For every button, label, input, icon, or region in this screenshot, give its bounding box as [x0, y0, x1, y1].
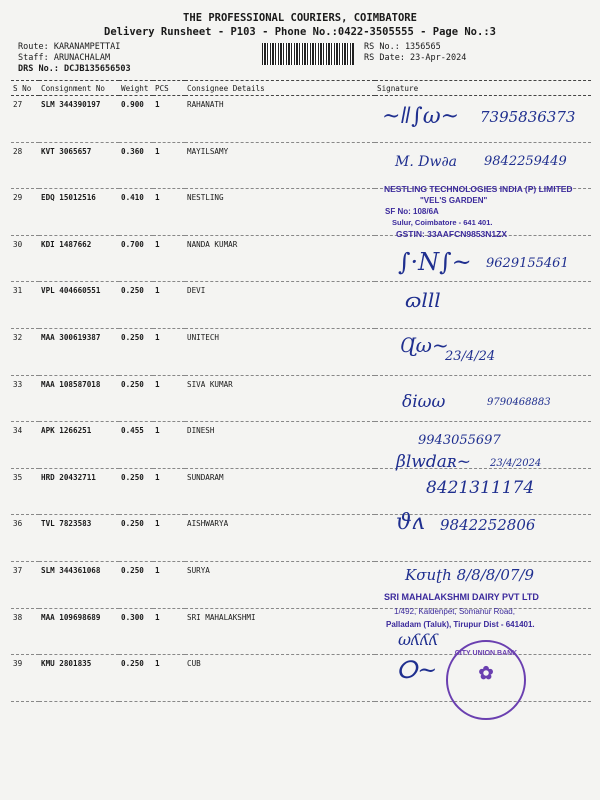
drs-number: DRS No.: DCJB135656503	[18, 64, 131, 74]
row-consignment: SLM 344390197	[39, 96, 119, 143]
col-sno: S No	[11, 81, 39, 96]
stamp-dairy-l1: SRI MAHALAKSHMI DAIRY PVT LTD	[384, 592, 539, 602]
stamp-dairy-l2: 1/492, Kaldenpet, Somanur Road,	[394, 607, 515, 616]
row-consignment: KVT 3065657	[39, 142, 119, 189]
signature-scribble: βlwdaʀ~	[396, 452, 471, 472]
row-pcs: 1	[153, 561, 185, 608]
stamp-nestling-l2: "VEL'S GARDEN"	[420, 196, 488, 205]
row-weight: 0.250	[119, 282, 153, 329]
row-consignment: TVL 7823583	[39, 515, 119, 562]
stamp-nestling-l4: Sulur, Coimbatore - 641 401.	[392, 218, 493, 227]
row-consignee: UNITECH	[185, 328, 375, 375]
row-consignee: NANDA KUMAR	[185, 235, 375, 282]
row-sno: 34	[11, 422, 39, 469]
runsheet-subtitle: Delivery Runsheet - P103 - Phone No.:0422-3505555 - Page No.:3	[104, 26, 496, 38]
handwritten-phone-36: 9842252806	[440, 516, 536, 534]
stamp-nestling-l1: NESTLING TECHNOLOGIES INDIA (P) LIMITED	[384, 184, 573, 194]
handwritten-date-35: 23/4/2024	[490, 458, 542, 469]
rs-number: RS No.: 1356565	[364, 42, 441, 52]
handwritten-phone-33: 9790468883	[487, 397, 551, 408]
row-consignee: RAHANATH	[185, 96, 375, 143]
row-consignment: KDI 1487662	[39, 235, 119, 282]
col-weight: Weight	[119, 81, 153, 96]
row-sno: 35	[11, 468, 39, 515]
table-row	[11, 282, 591, 329]
row-consignment: SLM 344361068	[39, 561, 119, 608]
row-consignee: MAYILSAMY	[185, 142, 375, 189]
row-consignment: APK 1266251	[39, 422, 119, 469]
handwritten-phone-28: 9842259449	[484, 154, 567, 169]
row-pcs: 1	[153, 515, 185, 562]
bank-seal	[446, 640, 526, 720]
row-pcs: 1	[153, 282, 185, 329]
row-pcs: 1	[153, 608, 185, 655]
col-signature: Signature	[375, 81, 591, 96]
row-weight: 0.700	[119, 235, 153, 282]
row-consignment: MAA 300619387	[39, 328, 119, 375]
row-weight: 0.250	[119, 328, 153, 375]
row-weight: 0.250	[119, 468, 153, 515]
row-weight: 0.900	[119, 96, 153, 143]
row-consignee: AISHWARYA	[185, 515, 375, 562]
row-sno: 37	[11, 561, 39, 608]
route-label: Route: KARANAMPETTAI	[18, 42, 121, 52]
col-pcs: PCS	[153, 81, 185, 96]
row-weight: 0.250	[119, 375, 153, 422]
row-consignee: SURYA	[185, 561, 375, 608]
row-sno: 28	[11, 142, 39, 189]
row-consignee: CUB	[185, 655, 375, 702]
row-sno: 29	[11, 189, 39, 236]
col-consignment: Consignment No	[39, 81, 119, 96]
handwritten-phone-35a: 9943055697	[418, 433, 501, 448]
row-weight: 0.250	[119, 655, 153, 702]
row-sno: 36	[11, 515, 39, 562]
handwritten-phone-30: 9629155461	[486, 256, 569, 271]
row-pcs: 1	[153, 189, 185, 236]
row-weight: 0.455	[119, 422, 153, 469]
signature-scribble: δiωω	[402, 392, 446, 412]
signature-scribble: Ɋω~	[400, 333, 449, 357]
row-consignee: DEVI	[185, 282, 375, 329]
row-consignee: NESTLING	[185, 189, 375, 236]
row-consignee: SUNDARAM	[185, 468, 375, 515]
row-consignment: MAA 108587018	[39, 375, 119, 422]
stamp-nestling-l3: SF No: 108/6A	[385, 207, 439, 216]
row-weight: 0.300	[119, 608, 153, 655]
row-pcs: 1	[153, 142, 185, 189]
seal-bank-name: CITY UNION BANK	[454, 650, 518, 657]
row-pcs: 1	[153, 655, 185, 702]
signature-scribble: ~ǁ∫ω~	[382, 104, 460, 129]
row-sno: 38	[11, 608, 39, 655]
barcode	[262, 43, 354, 65]
signature-scribble: M. Dw∂a	[395, 154, 458, 170]
row-sno: 32	[11, 328, 39, 375]
row-sno: 30	[11, 235, 39, 282]
signature-scribble: ⵔ~	[396, 656, 438, 684]
row-weight: 0.410	[119, 189, 153, 236]
table-header	[11, 81, 591, 96]
row-sno: 33	[11, 375, 39, 422]
row-consignee: SIVA KUMAR	[185, 375, 375, 422]
row-weight: 0.250	[119, 561, 153, 608]
row-consignment: EDQ 15012516	[39, 189, 119, 236]
signature-scribble: ɷlll	[405, 288, 441, 312]
row-pcs: 1	[153, 328, 185, 375]
row-consignee: SRI MAHALAKSHMI	[185, 608, 375, 655]
row-consignment: KMU 2801835	[39, 655, 119, 702]
signature-scribble: ϑʌ	[396, 510, 425, 535]
signature-scribble: Kσuʈh 8/8/8/07/9	[405, 566, 535, 584]
row-consignment: HRD 20432711	[39, 468, 119, 515]
row-pcs: 1	[153, 96, 185, 143]
rs-date: RS Date: 23-Apr-2024	[364, 53, 467, 63]
staff-label: Staff: ARUNACHALAM	[18, 53, 111, 63]
company-title: THE PROFESSIONAL COURIERS, COIMBATORE	[183, 12, 417, 24]
row-weight: 0.250	[119, 515, 153, 562]
row-weight: 0.360	[119, 142, 153, 189]
stamp-dairy-l3: Palladam (Taluk), Tirupur Dist - 641401.	[386, 620, 535, 629]
row-consignee: DINESH	[185, 422, 375, 469]
signature-scribble: ωʎʎʎ	[398, 630, 439, 649]
row-sno: 27	[11, 96, 39, 143]
col-consignee: Consignee Details	[185, 81, 375, 96]
seal-emblem-icon: ✿	[478, 663, 494, 683]
row-sno: 31	[11, 282, 39, 329]
row-consignment: MAA 109698689	[39, 608, 119, 655]
handwritten-phone-27: 7395836373	[480, 108, 576, 126]
row-sno: 39	[11, 655, 39, 702]
table-row	[11, 328, 591, 375]
row-pcs: 1	[153, 375, 185, 422]
signature-scribble: ∫·N∫~	[398, 248, 472, 276]
row-pcs: 1	[153, 468, 185, 515]
row-consignment: VPL 404660551	[39, 282, 119, 329]
handwritten-phone-35c: 8421311174	[426, 478, 535, 498]
handwritten-date-32: 23/4/24	[445, 349, 496, 364]
stamp-nestling-l5: GSTIN: 33AAFCN9853N1ZX	[396, 229, 508, 239]
row-pcs: 1	[153, 422, 185, 469]
row-pcs: 1	[153, 235, 185, 282]
